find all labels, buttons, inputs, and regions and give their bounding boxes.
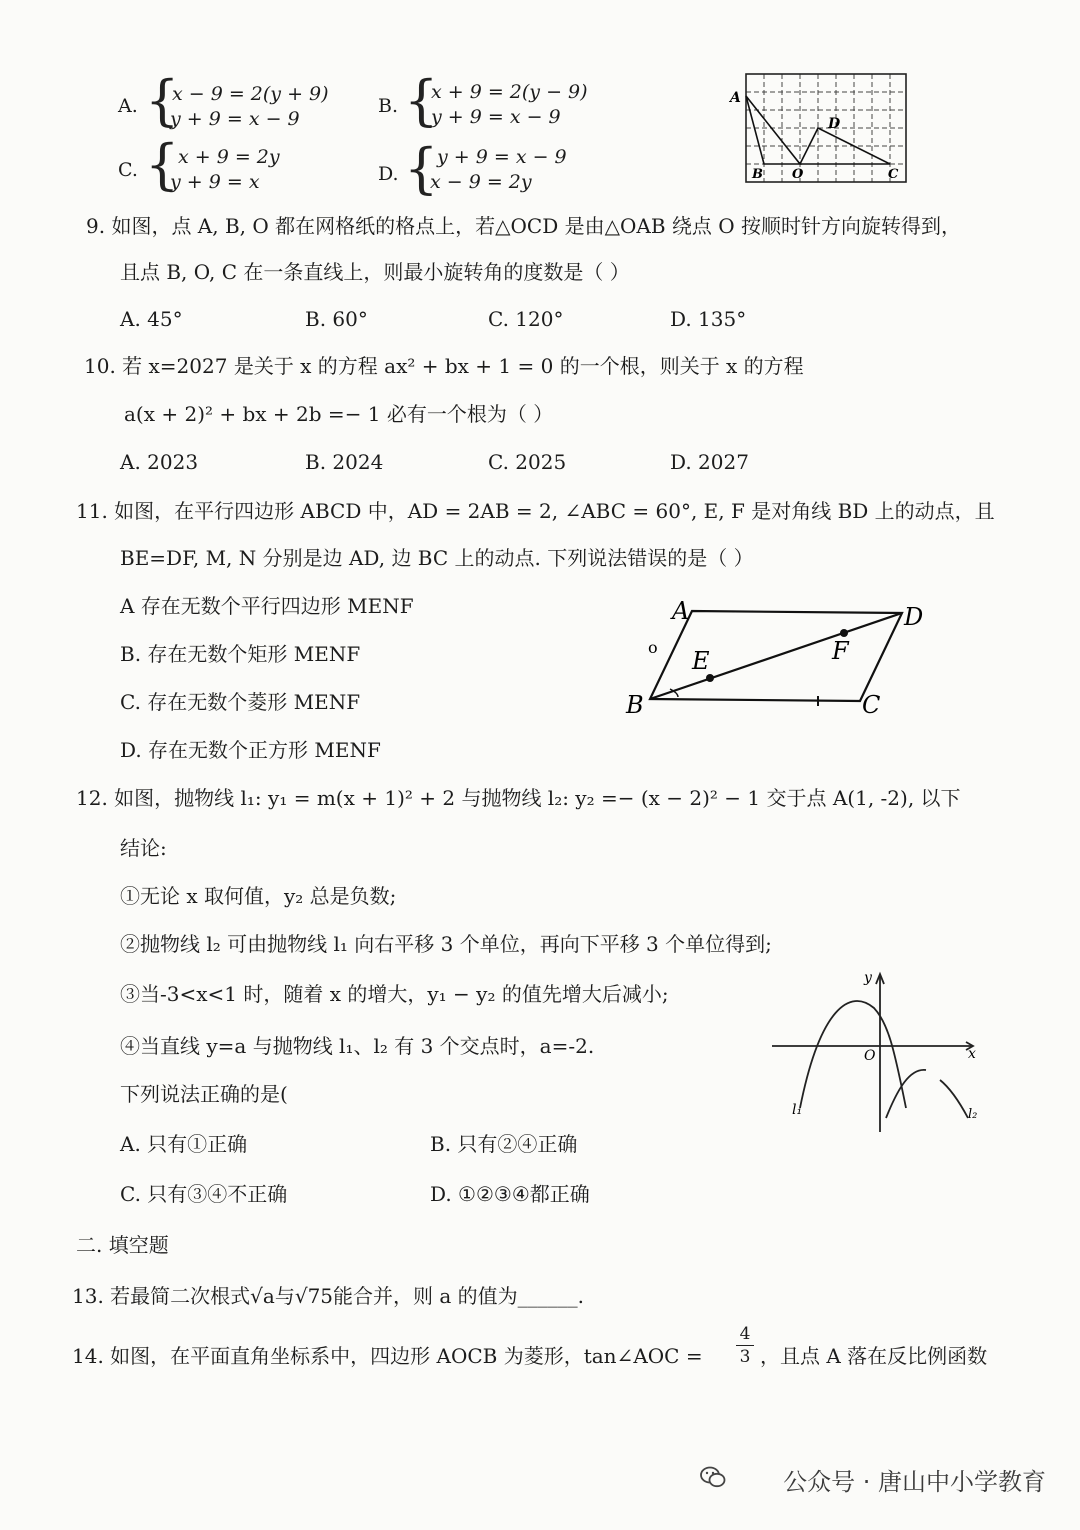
label-l1: l₁: [792, 1102, 803, 1118]
q11-option-d: D. 存在无数个正方形 MENF: [120, 738, 381, 762]
q9-option-b: B. 60°: [305, 307, 368, 331]
q14-text-before: 14. 如图，在平面直角坐标系中，四边形 AOCB 为菱形，tan∠AOC =: [72, 1344, 703, 1368]
fraction-bar: [736, 1345, 754, 1346]
origin-label: O: [864, 1048, 876, 1064]
option-label: B.: [378, 95, 399, 117]
q12-line-1: 12. 如图，抛物线 l₁: y₁ = m(x + 1)² + 2 与抛物线 l₂: y₂ =− (x − 2)² − 1 交于点 A(1, -2), 以下: [76, 786, 961, 810]
q10-line-2: a(x + 2)² + bx + 2b =− 1 必有一个根为（ ）: [124, 402, 554, 426]
q9-option-d: D. 135°: [670, 307, 747, 331]
axis-label-x: x: [968, 1046, 976, 1062]
q9-line-1: 9. 如图，点 A, B, O 都在网格纸的格点上，若△OCD 是由△OAB 绕点 O 按顺时针方向旋转得到，: [86, 214, 961, 238]
option-label: A.: [118, 95, 138, 117]
fraction-denominator: 3: [739, 1347, 751, 1367]
q11-line-1: 11. 如图，在平行四边形 ABCD 中，AD = 2AB = 2, ∠ABC = 60°, E, F 是对角线 BD 上的动点，且: [76, 499, 995, 523]
grid-figure: [728, 70, 910, 188]
equation-1: x − 9 = 2(y + 9): [172, 83, 329, 105]
q10-option-c: C. 2025: [488, 450, 567, 474]
label-c: C: [862, 691, 881, 719]
label-a: A: [672, 597, 690, 625]
watermark: 公众号 · 唐山中小学教育: [783, 1468, 1046, 1496]
q11-option-b: B. 存在无数个矩形 MENF: [120, 642, 361, 666]
axis-label-y: y: [864, 970, 872, 986]
q12-prompt: 下列说法正确的是(: [120, 1082, 288, 1106]
option-label: C.: [118, 159, 138, 181]
label-b: B: [626, 691, 644, 719]
brace: {: [145, 69, 180, 132]
q12-option-c: C. 只有③④不正确: [120, 1182, 288, 1206]
q9-option-c: C. 120°: [488, 307, 564, 331]
option-label: D.: [378, 163, 399, 185]
equation-2: y + 9 = x: [170, 171, 260, 193]
label-o: O: [792, 167, 804, 182]
angle-mark: o: [648, 638, 658, 657]
q11-option-c: C. 存在无数个菱形 MENF: [120, 690, 361, 714]
q13-text: 13. 若最简二次根式√a与√75能合并，则 a 的值为______.: [72, 1284, 585, 1308]
q12-conclusion-4: ④当直线 y=a 与抛物线 l₁、l₂ 有 3 个交点时，a=-2.: [120, 1034, 595, 1058]
equation-1: x + 9 = 2(y − 9): [431, 81, 588, 103]
label-d: D: [828, 116, 841, 132]
equation-2: y + 9 = x − 9: [170, 108, 300, 130]
q10-option-a: A. 2023: [120, 450, 199, 474]
label-l2: l₂: [968, 1107, 978, 1122]
equation-2: y + 9 = x − 9: [431, 106, 561, 128]
q10-option-d: D. 2027: [670, 450, 749, 474]
q9-option-a: A. 45°: [120, 307, 183, 331]
label-b: B: [752, 167, 763, 182]
q9-line-2: 且点 B, O, C 在一条直线上，则最小旋转角的度数是（ ）: [120, 260, 630, 284]
q10-line-1: 10. 若 x=2027 是关于 x 的方程 ax² + bx + 1 = 0 的一个根，则关于 x 的方程: [84, 354, 804, 378]
parallelogram-figure: [620, 595, 930, 720]
q12-option-a: A. 只有①正确: [120, 1132, 248, 1156]
brace: {: [404, 69, 439, 132]
q12-option-b: B. 只有②④正确: [430, 1132, 578, 1156]
q14-text-after: ，且点 A 落在反比例函数: [760, 1344, 988, 1368]
section-title: 二. 填空题: [76, 1233, 169, 1257]
equation-1: x + 9 = 2y: [178, 146, 280, 168]
q12-line-2: 结论:: [120, 836, 167, 860]
parabola-figure: [770, 968, 985, 1138]
label-d: D: [904, 603, 924, 631]
brace: {: [145, 133, 180, 196]
label-c: C: [888, 167, 899, 182]
equation-1: y + 9 = x − 9: [437, 146, 567, 168]
label-f: F: [832, 637, 849, 665]
fraction-numerator: 4: [739, 1324, 751, 1344]
q11-option-a: A 存在无数个平行四边形 MENF: [120, 594, 414, 618]
label-a: A: [730, 90, 741, 106]
q12-conclusion-2: ②抛物线 l₂ 可由抛物线 l₁ 向右平移 3 个单位，再向下平移 3 个单位得到;: [120, 932, 772, 956]
q12-conclusion-3: ③当-3<x<1 时，随着 x 的增大，y₁ − y₂ 的值先增大后减小;: [120, 982, 669, 1006]
q12-option-d: D. ①②③④都正确: [430, 1182, 590, 1206]
label-e: E: [692, 647, 710, 675]
brace: {: [404, 137, 439, 200]
q12-conclusion-1: ①无论 x 取何值，y₂ 总是负数;: [120, 884, 397, 908]
wechat-icon: [700, 1465, 726, 1489]
equation-2: x − 9 = 2y: [430, 171, 532, 193]
q14-fraction: [736, 1324, 754, 1367]
q11-line-2: BE=DF, M, N 分别是边 AD, 边 BC 上的动点. 下列说法错误的是（ ）: [120, 546, 754, 570]
q10-option-b: B. 2024: [305, 450, 384, 474]
